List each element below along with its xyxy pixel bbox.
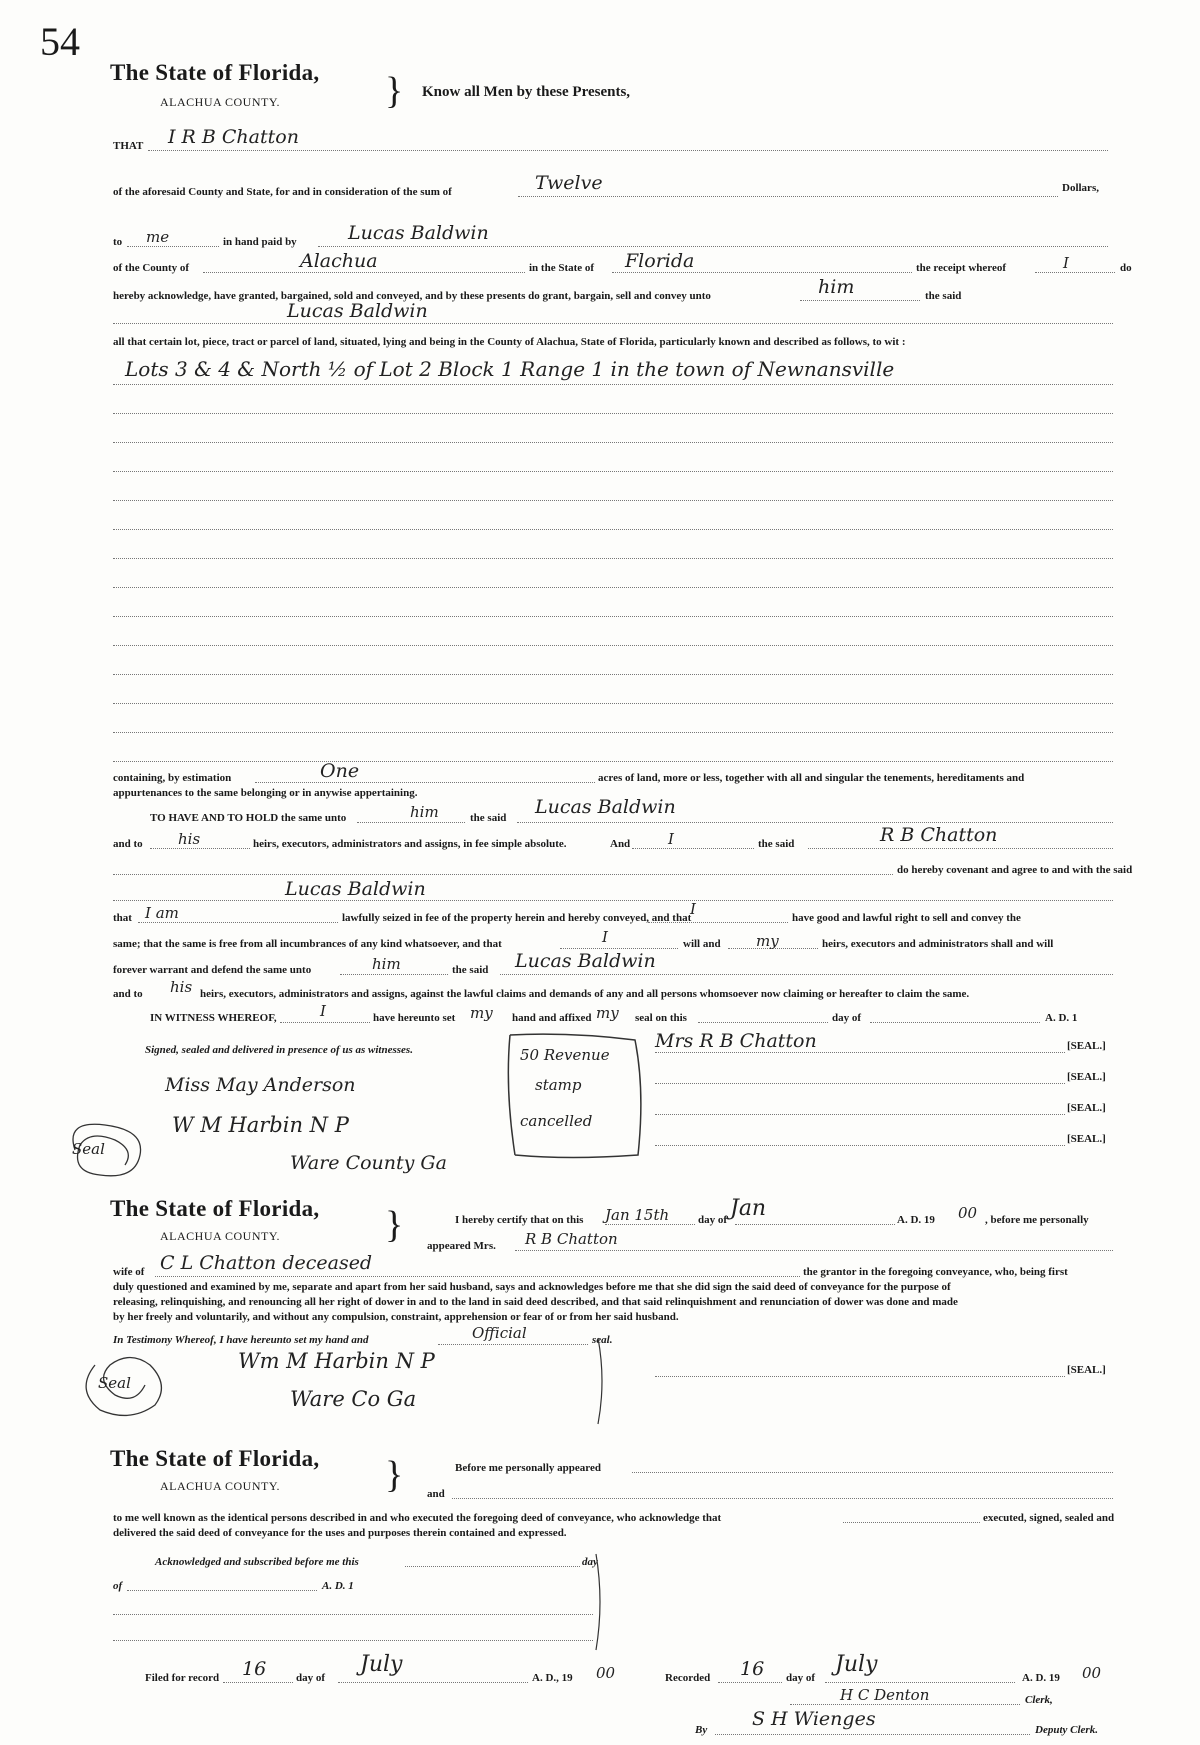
clerk-label: Clerk, — [1025, 1694, 1053, 1706]
seal-scribble-text-1: Seal — [72, 1140, 105, 1158]
seal-label-3: [SEAL.] — [1067, 1102, 1106, 1114]
warrant-said-handwriting: Lucas Baldwin — [515, 950, 656, 972]
appurtenances-label: appurtenances to the same belonging or in anywise appertaining. — [113, 787, 418, 799]
and-handwriting: I — [668, 830, 674, 848]
seal-on-line — [698, 1022, 828, 1023]
signed-label: Signed, sealed and delivered in presence of us as witnesses. — [145, 1044, 413, 1056]
and-to-handwriting: his — [178, 830, 201, 848]
receipt-line — [1035, 272, 1115, 273]
habendum-label: TO HAVE AND TO HOLD the same unto — [150, 812, 347, 824]
seal-on-label: seal on this — [635, 1012, 687, 1024]
deputy-line — [715, 1734, 1030, 1735]
signature-line-1 — [655, 1052, 1065, 1053]
said-handwriting: R B Chatton — [880, 824, 998, 846]
receipt-handwriting: I — [1063, 254, 1069, 272]
free-handwriting: I — [602, 928, 608, 946]
seized-line — [648, 922, 788, 923]
ack1-month-line — [735, 1224, 895, 1225]
ack2-before-line — [632, 1472, 1113, 1473]
grantor-label: the grantor in the foregoing conveyance, who, being first — [803, 1266, 1068, 1278]
that-label: THAT — [113, 140, 144, 152]
warrant-label: forever warrant and defend the same unto — [113, 964, 312, 976]
ack1-ad-label: A. D. 19 — [897, 1214, 935, 1226]
right-label: have good and lawful right to sell and convey the — [792, 912, 1021, 924]
ack1-county-heading: ALACHUA COUNTY. — [160, 1229, 280, 1243]
signature-line-2 — [655, 1083, 1065, 1084]
ack-sub-label: Acknowledged and subscribed before me this — [155, 1556, 359, 1568]
habendum-said-line — [517, 822, 1113, 823]
habendum-line — [357, 822, 465, 823]
free-label: same; that the same is free from all incumbrances of any kind whatsoever, and that — [113, 938, 502, 950]
seal-scribble-text-2: Seal — [98, 1374, 131, 1392]
ack2-of-label: of — [113, 1580, 123, 1592]
wife-label: wife of — [113, 1266, 145, 1278]
clerk-signature: H C Denton — [840, 1686, 930, 1704]
executed-label: executed, signed, sealed and — [983, 1512, 1115, 1524]
ack1-right-bracket — [596, 1336, 608, 1426]
known-line — [843, 1522, 980, 1523]
ack2-state-heading: The State of Florida, — [110, 1446, 320, 1471]
paid-by-label: in hand paid by — [223, 236, 297, 248]
filed-month-line — [338, 1682, 528, 1683]
land-label: all that certain lot, piece, tract or parcel of land, situated, lying and being in the County of Alachua, State of Florida, particularly known and described as follows, to wit : — [113, 336, 906, 348]
testimony-line — [438, 1344, 588, 1345]
witness3-signature: Ware County Ga — [290, 1152, 447, 1174]
ack2-line-1 — [113, 1614, 593, 1615]
ack1-para-3: by her freely and voluntarily, and without any compulsion, constraint, apprehension or fear of or from her said husband. — [113, 1311, 679, 1323]
ack2-day-label: day — [582, 1556, 598, 1568]
ack1-year-handwriting: 00 — [958, 1204, 978, 1222]
ack2-of-line — [127, 1590, 317, 1591]
stamp-text-3: cancelled — [520, 1112, 593, 1130]
free-line — [560, 948, 678, 949]
notary-county-signature: Ware Co Ga — [290, 1387, 417, 1411]
habendum-handwriting: him — [410, 803, 439, 821]
to-handwriting: me — [146, 228, 170, 246]
ack-sub-line — [405, 1566, 580, 1567]
acres-label: acres of land, more or less, together with all and singular the tenements, hereditaments and — [598, 772, 1025, 784]
ack1-state-heading: The State of Florida, — [110, 1196, 320, 1221]
acres-line — [255, 782, 595, 783]
filed-day-line — [223, 1682, 293, 1683]
filed-day-of-label: day of — [296, 1672, 326, 1684]
that-line — [148, 150, 1108, 151]
consideration-handwriting: Twelve — [535, 172, 603, 194]
ack1-day-of-label: day of — [698, 1214, 728, 1226]
unto-line — [800, 300, 920, 301]
state-of-handwriting: Florida — [625, 250, 695, 272]
notary-signature: Wm M Harbin N P — [238, 1349, 435, 1373]
seal-label-1: [SEAL.] — [1067, 1040, 1106, 1052]
deputy-label: Deputy Clerk. — [1035, 1724, 1098, 1736]
and-to2-handwriting: his — [170, 978, 193, 996]
brace: } — [385, 70, 404, 112]
rec-day-line — [718, 1682, 782, 1683]
witness2-signature: W M Harbin N P — [172, 1113, 349, 1137]
covenant-name-line — [113, 900, 1113, 901]
seal-word: seal. — [592, 1334, 613, 1346]
to-line — [127, 246, 219, 247]
appeared-line — [515, 1250, 1113, 1251]
ack1-seal-line — [655, 1376, 1065, 1377]
state-of-label: in the State of — [529, 262, 595, 274]
signature-line-4 — [655, 1145, 1065, 1146]
dollars-label: Dollars, — [1062, 182, 1099, 194]
that-label-2: that — [113, 912, 132, 924]
claims-label: heirs, executors, administrators and assigns, against the lawful claims and demands of any and all persons whomsoever now claiming or hereafter to claim the same. — [200, 988, 970, 1000]
consideration-label: of the aforesaid County and State, for and in consideration of the sum of — [113, 186, 452, 198]
deputy-signature: S H Wienges — [752, 1708, 876, 1730]
clerk-line — [790, 1704, 1020, 1705]
wife-line — [155, 1276, 800, 1277]
acknowledge-label: hereby acknowledge, have granted, bargained, sold and conveyed, and by these presents do grant, bargain, sell and convey unto — [113, 290, 711, 302]
known-label: to me well known as the identical persons described in and who executed the foregoing deed of conveyance, who acknowledge that — [113, 1512, 722, 1524]
rec-day-of-label: day of — [786, 1672, 816, 1684]
ack1-para-2: releasing, relinquishing, and renouncing all her right of dower in and to the land in said deed described, and that said relinquishment and renunciation of dower was done and made — [113, 1296, 958, 1308]
greeting-heading: Know all Men by these Presents, — [422, 84, 631, 100]
witness-handwriting: I — [320, 1002, 326, 1020]
unto-handwriting: him — [818, 276, 855, 298]
hereunto-label: have hereunto set — [373, 1012, 456, 1024]
filed-year-handwriting: 00 — [596, 1664, 616, 1682]
to-label: to — [113, 236, 123, 248]
covenant-handwriting: Lucas Baldwin — [285, 878, 426, 900]
do-label: do — [1120, 262, 1132, 274]
page-number: 54 — [40, 19, 80, 64]
habendum-said-label: the said — [470, 812, 507, 824]
paid-by-handwriting: Lucas Baldwin — [348, 222, 489, 244]
ack1-brace: } — [385, 1204, 404, 1246]
ack1-seal-label: [SEAL.] — [1067, 1364, 1106, 1376]
seized-handwriting: I — [690, 900, 696, 918]
stamp-text-1: 50 Revenue — [520, 1046, 610, 1064]
certify-line — [605, 1224, 695, 1225]
habendum-said-handwriting: Lucas Baldwin — [535, 796, 676, 818]
certify-handwriting: Jan 15th — [605, 1206, 670, 1224]
will-and-label: will and — [683, 938, 721, 950]
seized-label: lawfully seized in fee of the property herein and hereby conveyed, and that — [342, 912, 692, 924]
testimony-handwriting: Official — [472, 1324, 527, 1342]
witness-line — [280, 1022, 370, 1023]
hand-label: hand and affixed — [512, 1012, 592, 1024]
rec-year-handwriting: 00 — [1082, 1664, 1102, 1682]
certify-label: I hereby certify that on this — [455, 1214, 584, 1226]
grantee-handwriting: Lucas Baldwin — [287, 300, 428, 322]
receipt-label: the receipt whereof — [916, 262, 1007, 274]
ack2-before-label: Before me personally appeared — [455, 1462, 601, 1474]
witness1-signature: Miss May Anderson — [165, 1074, 356, 1096]
consideration-line — [518, 196, 1058, 197]
appeared-handwriting: R B Chatton — [525, 1230, 618, 1248]
county-heading: ALACHUA COUNTY. — [160, 95, 280, 109]
ack2-brace: } — [385, 1454, 404, 1496]
filed-ad-label: A. D., 19 — [532, 1672, 573, 1684]
ack2-line-2 — [113, 1640, 593, 1641]
description-handwriting: Lots 3 & 4 & North ½ of Lot 2 Block 1 Range 1 in the town of Newnansville — [125, 357, 895, 381]
filed-label: Filed for record — [145, 1672, 220, 1684]
ack1-para-1: duly questioned and examined by me, separate and apart from her said husband, says and acknowledges before me that she did sign the said deed of conveyance for the purpose of — [113, 1281, 951, 1293]
witness-label: IN WITNESS WHEREOF, — [150, 1012, 277, 1024]
rec-ad-label: A. D. 19 — [1022, 1672, 1060, 1684]
testimony-label: In Testimony Whereof, I have hereunto set my hand and — [113, 1334, 369, 1346]
warrant-handwriting: him — [372, 955, 401, 973]
said-line — [808, 848, 1113, 849]
signature-line-3 — [655, 1114, 1065, 1115]
recorded-label: Recorded — [665, 1672, 711, 1684]
will-and-line — [728, 948, 818, 949]
ack1-before-label: , before me personally — [985, 1214, 1089, 1226]
and-label: And — [610, 838, 631, 850]
and-to2-label: and to — [113, 988, 143, 1000]
county-of-handwriting: Alachua — [300, 250, 378, 272]
by-label: By — [695, 1724, 708, 1736]
ack2-ad-label: A. D. 1 — [322, 1580, 354, 1592]
and-line — [632, 848, 754, 849]
heirs-label: heirs, executors, administrators and assigns, in fee simple absolute. — [253, 838, 567, 850]
state-heading: The State of Florida, — [110, 60, 320, 85]
warrant-said-line — [500, 974, 1113, 975]
ack1-month-handwriting: Jan — [730, 1196, 767, 1221]
that-line-2 — [138, 922, 338, 923]
rec-day-handwriting: 16 — [740, 1658, 765, 1680]
will-and-handwriting: my — [756, 932, 779, 950]
covenant-label: do hereby covenant and agree to and with the said — [897, 864, 1133, 876]
filed-month-handwriting: July — [360, 1652, 403, 1677]
grantor-signature: Mrs R B Chatton — [655, 1030, 817, 1052]
ack2-right-bracket — [594, 1552, 606, 1652]
day-of-line — [870, 1022, 1040, 1023]
seal-label-2: [SEAL.] — [1067, 1071, 1106, 1083]
grantee-line — [113, 323, 1113, 324]
county-of-label: of the County of — [113, 262, 190, 274]
rec-month-line — [825, 1682, 1015, 1683]
heirs2-label: heirs, executors and administrators shall and will — [822, 938, 1054, 950]
ack2-county-heading: ALACHUA COUNTY. — [160, 1479, 280, 1493]
appeared-label: appeared Mrs. — [427, 1240, 496, 1252]
containing-label: containing, by estimation — [113, 772, 232, 784]
ack2-and-line — [452, 1498, 1113, 1499]
wife-handwriting: C L Chatton deceased — [160, 1252, 373, 1274]
and-to-line — [150, 848, 250, 849]
ad-label: A. D. 1 — [1045, 1012, 1078, 1024]
and-to-label: and to — [113, 838, 143, 850]
grantor-handwriting: I R B Chatton — [168, 126, 299, 148]
acres-handwriting: One — [320, 760, 360, 782]
warrant-line — [340, 974, 448, 975]
state-of-line — [612, 272, 912, 273]
seal-label-4: [SEAL.] — [1067, 1133, 1106, 1145]
that-handwriting: I am — [145, 904, 179, 922]
affixed-handwriting: my — [596, 1004, 619, 1022]
paid-by-line — [318, 246, 1108, 247]
hereunto-handwriting: my — [470, 1004, 493, 1022]
county-of-line — [203, 272, 525, 273]
delivered-label: delivered the said deed of conveyance for the uses and purposes therein contained and expressed. — [113, 1527, 567, 1539]
stamp-text-2: stamp — [535, 1076, 582, 1094]
rec-month-handwriting: July — [835, 1652, 878, 1677]
ack2-and-label: and — [427, 1488, 445, 1500]
covenant-line — [113, 874, 893, 875]
said-label: the said — [758, 838, 795, 850]
the-said-label: the said — [925, 290, 962, 302]
warrant-said-label: the said — [452, 964, 489, 976]
day-of-label: day of — [832, 1012, 862, 1024]
filed-day-handwriting: 16 — [242, 1658, 267, 1680]
